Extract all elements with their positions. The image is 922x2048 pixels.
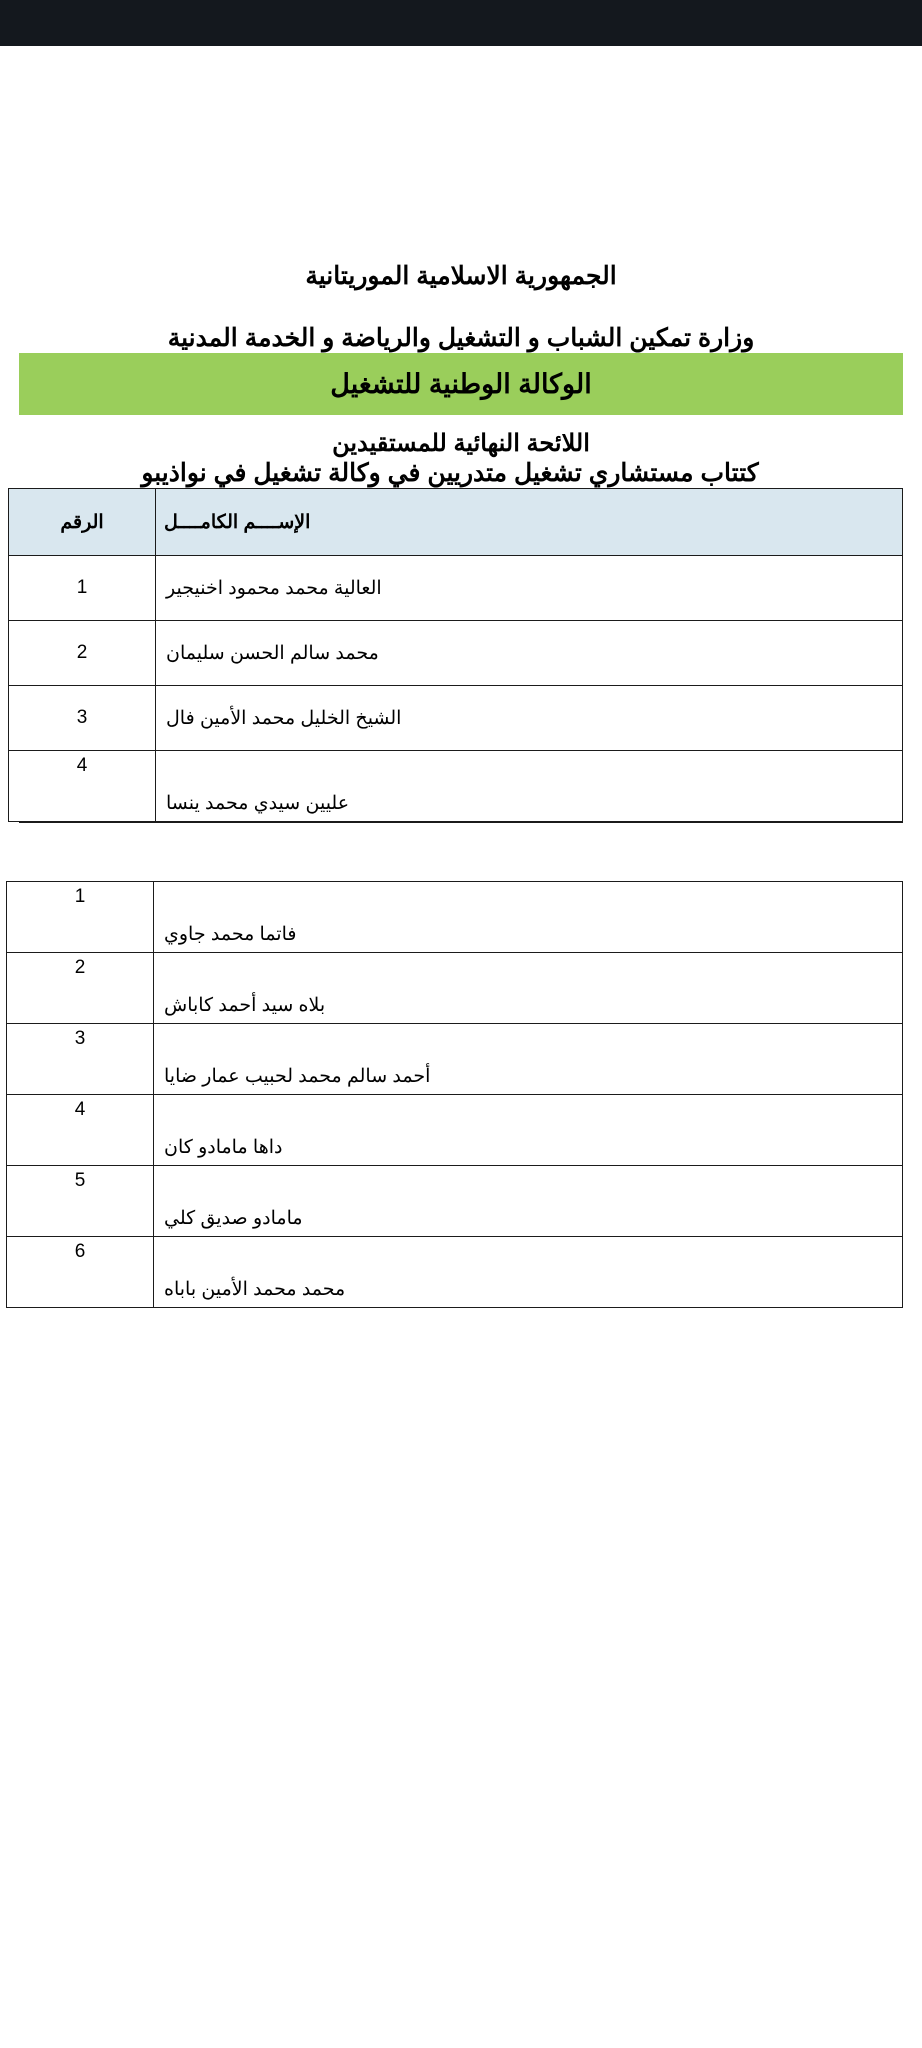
status-bar: [0, 0, 922, 46]
beneficiaries-table-1: [19, 488, 903, 822]
cell-name: عليين سيدي محمد ينسا: [156, 751, 903, 822]
spacer: [0, 823, 922, 881]
table-row: [9, 751, 903, 822]
cell-name: محمد محمد الأمين باباه: [154, 1237, 903, 1308]
cell-name: محمد سالم الحسن سليمان: [156, 621, 903, 686]
table-row: [7, 1024, 903, 1095]
beneficiaries-table-2: [19, 881, 903, 1308]
table-row: [9, 556, 903, 621]
table-row: [7, 882, 903, 953]
cell-number: 2: [7, 953, 154, 1024]
document-body: [0, 46, 922, 1308]
cell-name: داها مامادو كان: [154, 1095, 903, 1166]
agency-title: الوكالة الوطنية للتشغيل: [330, 368, 592, 399]
cell-number: 4: [7, 1095, 154, 1166]
section-title: كتتاب مستشاري تشغيل متدريين في وكالة تشغيل في نواذيبو: [141, 459, 759, 487]
cell-number: 5: [7, 1166, 154, 1237]
document-header: [0, 46, 922, 458]
cell-number: 3: [7, 1024, 154, 1095]
cell-name: أحمد سالم محمد لحبيب عمار ضايا: [154, 1024, 903, 1095]
table-row: [7, 1166, 903, 1237]
ministry-title: وزارة تمكين الشباب و التشغيل والرياضة و الخدمة المدنية: [167, 324, 755, 352]
agency-banner: [19, 353, 903, 415]
cell-name: الشيخ الخليل محمد الأمين فال: [156, 686, 903, 751]
cell-name: العالية محمد محمود اخنيجير: [156, 556, 903, 621]
table-row: [7, 1095, 903, 1166]
cell-name: فاتما محمد جاوي: [154, 882, 903, 953]
column-header-number: الرقم: [9, 489, 156, 556]
cell-number: 1: [9, 556, 156, 621]
cell-number: 2: [9, 621, 156, 686]
country-title: الجمهورية الاسلامية الموريتانية: [305, 262, 617, 290]
cell-name: بلاه سيد أحمد كاباش: [154, 953, 903, 1024]
cell-name: مامادو صديق كلي: [154, 1166, 903, 1237]
table-header-row: [9, 489, 903, 556]
cell-number: 6: [7, 1237, 154, 1308]
cell-number: 4: [9, 751, 156, 822]
table-row: [9, 621, 903, 686]
table-row: [7, 953, 903, 1024]
table-row: [7, 1237, 903, 1308]
column-header-name: الإســــم الكامــــل: [156, 489, 903, 556]
table-row: [9, 686, 903, 751]
cell-number: 1: [7, 882, 154, 953]
document-subtitle-final-list: اللائحة النهائية للمستقيدين: [332, 430, 590, 457]
cell-number: 3: [9, 686, 156, 751]
